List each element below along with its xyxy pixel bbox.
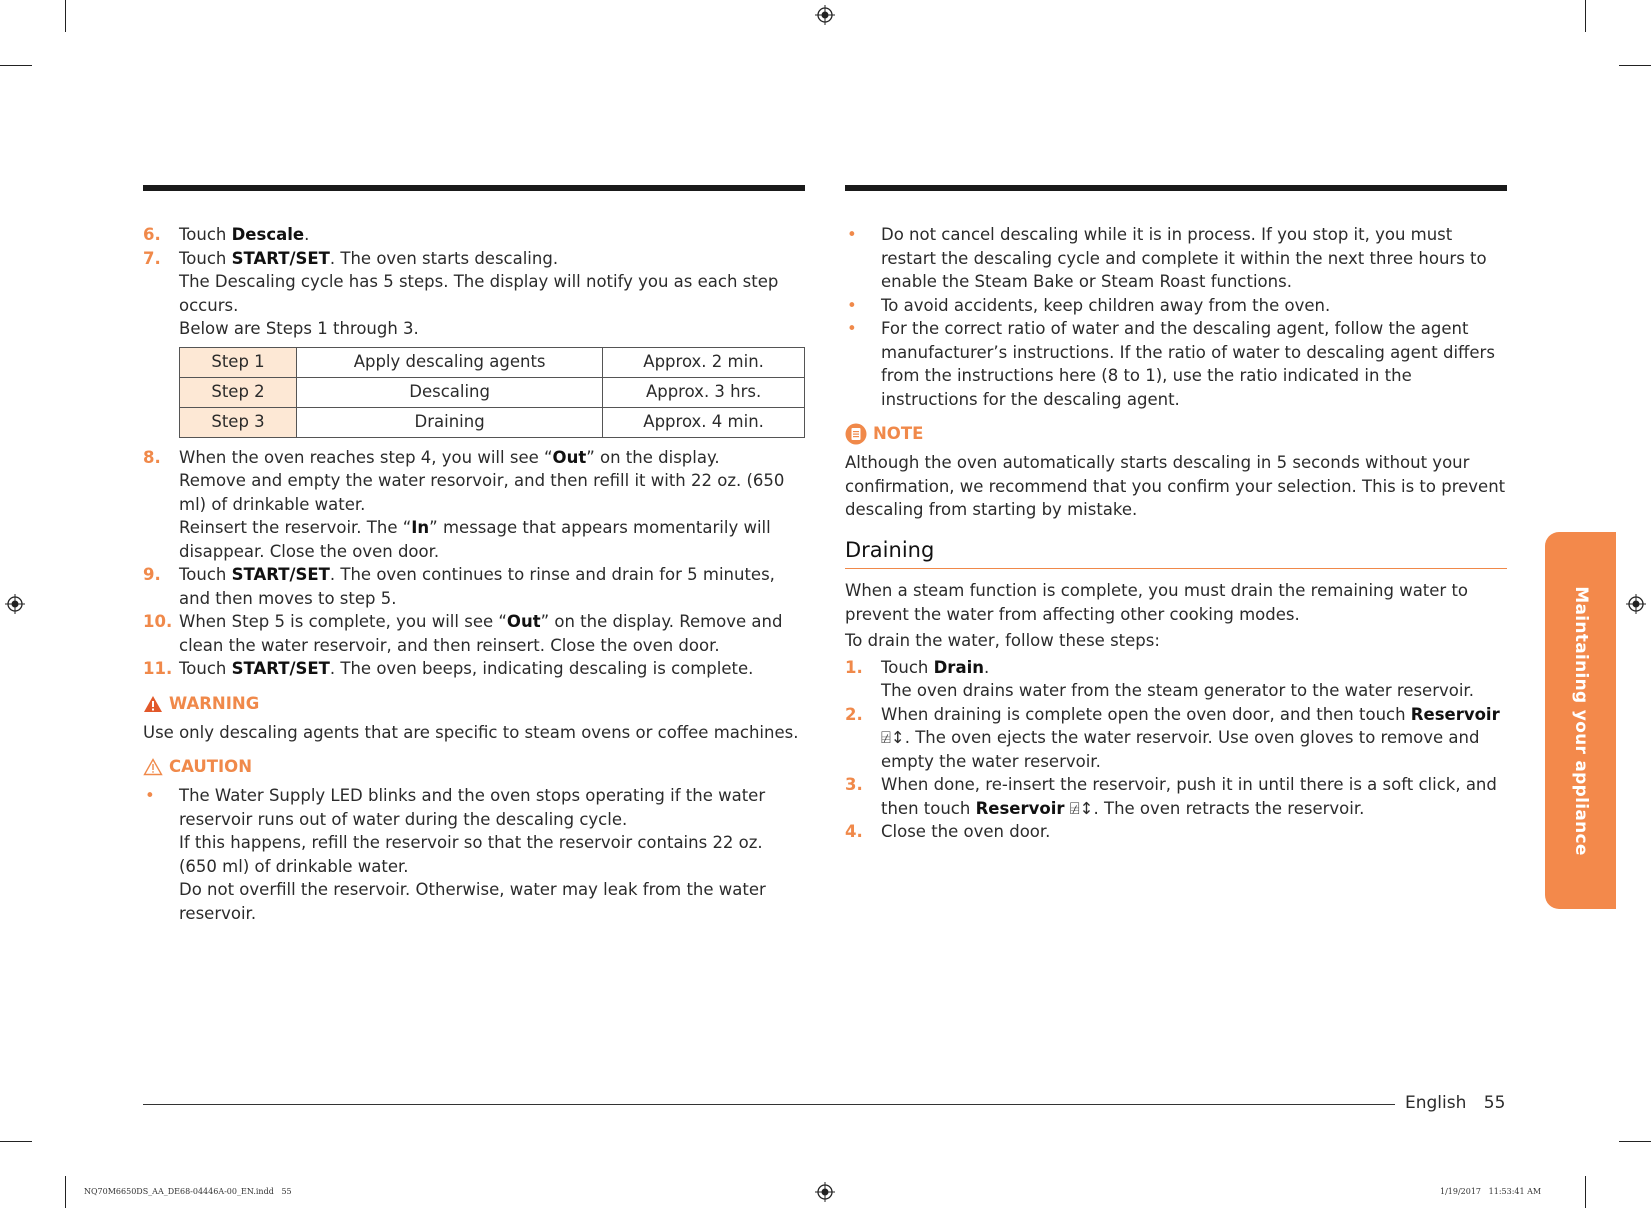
note-label: NOTE — [845, 421, 1507, 447]
caution-item: • The Water Supply LED blinks and the oven stops operating if the water reservoir runs out of water during the descaling cycle. If this happens, refill the reservoir so that the reservoir contains 22 oz. (650 ml) of drinkable water. Do not overfill the reservoir. Otherwise, water may leak from the water reservoir. — [143, 784, 805, 925]
step-11: 11. Touch START/SET. The oven beeps, indicating descaling is complete. — [143, 659, 754, 678]
warning-label: WARNING — [143, 691, 805, 717]
registration-mark-icon — [5, 594, 25, 614]
table-row: Step 3 Draining Approx. 4 min. — [180, 407, 805, 437]
crop-mark — [65, 0, 66, 32]
crop-mark — [1585, 0, 1586, 32]
caution-bullet: • Do not cancel descaling while it is in process. If you stop it, you must restart the descaling cycle and complete it within the next three hours to enable the Steam Bake or Steam Roast functions. — [845, 223, 1507, 294]
caution-label: CAUTION — [143, 754, 805, 780]
descaling-steps-table — [179, 347, 805, 438]
right-column-rule — [845, 185, 1507, 191]
step-8: 8. When the oven reaches step 4, you will see “Out” on the display. Remove and empty the water resorvoir, and then refill it with 22 oz. (650 ml) of drinkable water. Reinsert the reservoir. The “In” message that appears momentarily will disappear. Close the oven door. — [143, 447, 785, 561]
registration-mark-icon — [1626, 594, 1646, 614]
reservoir-icon: ⍯↕ — [881, 728, 905, 747]
crop-mark — [1585, 1176, 1586, 1208]
step-7: 7. Touch START/SET. The oven starts descaling. The Descaling cycle has 5 steps. The display will notify you as each step occurs. Below are Steps 1 through 3. Step 1 Apply descaling agents Approx. 2 min. Step 2 Descaling Approx. 3 hrs. Step 3 Draining Approx. 4 min. — [143, 247, 805, 438]
note-icon — [845, 423, 867, 445]
right-column: • Do not cancel descaling while it is in process. If you stop it, you must restart the descaling cycle and complete it within the next three hours to enable the Steam Bake or Steam Roast functions. • To avoid accidents, keep children away from the oven. • For the correct ratio of water and the descaling agent, follow the agent manufacturer’s instructions. If the ratio of water to descaling agent differs from the instructions here (8 to 1), use the ratio indicated in the instructions for the descaling agent. NOTE Although the oven automatically starts descaling in 5 seconds without your confirmation, we recommend that you confirm your selection. This is to prevent descaling from starting by mistake. Draining When a steam function is complete, you must drain the remaining water to prevent the water from affecting other cooking modes. To drain the water, follow these steps: 1. Touch Drain. The oven drains water from the steam generator to the water reservoir. 2. When draining is complete open the oven door, and then touch Reservoir ⍯↕. The oven ejects the water reservoir. Use oven gloves to remove and empty the water reservoir. 3. When done, re-insert the reservoir, push it in until there is a soft click, and then touch Reservoir ⍯↕. The oven retracts the reservoir. 4. Close the oven door. — [845, 223, 1507, 844]
table-row: Step 2 Descaling Approx. 3 hrs. — [180, 377, 805, 407]
section-title: Draining — [845, 537, 935, 562]
footer — [1405, 1092, 1505, 1114]
print-timestamp: 1/19/2017 11:53:41 AM — [1440, 1187, 1542, 1196]
note-text: Although the oven automatically starts descaling in 5 seconds without your confirmation, we recommend that you confirm your selection. This is to prevent descaling from starting by mistake. — [845, 453, 1506, 519]
left-column — [143, 223, 805, 925]
step-6: 6. Touch Descale. — [143, 225, 310, 244]
chapter-side-tab: Maintaining your appliance — [1545, 532, 1616, 909]
print-file-info: NQ70M6650DS_AA_DE68-04446A-00_EN.indd 55 — [84, 1187, 292, 1196]
reservoir-icon: ⍯↕ — [1069, 798, 1094, 818]
crop-mark — [0, 65, 32, 66]
section-divider — [845, 568, 1507, 570]
left-column-rule — [143, 185, 805, 191]
drain-step-4: 4. Close the oven door. — [845, 822, 1051, 841]
registration-mark-icon — [815, 5, 835, 25]
warning-icon — [143, 695, 163, 713]
caution-bullet: • To avoid accidents, keep children away from the oven. — [845, 294, 1507, 318]
step-9: 9. Touch START/SET. The oven continues to rinse and drain for 5 minutes, and then moves to step 5. — [143, 565, 775, 608]
registration-mark-icon — [815, 1182, 835, 1202]
drain-step-2: 2. When draining is complete open the oven door, and then touch Reservoir ⍯↕. The oven ejects the water reservoir. Use oven gloves to remove and empty the water reservoir. — [845, 704, 1500, 771]
table-row: Step 1 Apply descaling agents Approx. 2 min. — [180, 347, 805, 377]
drain-step-1: 1. Touch Drain. The oven drains water from the steam generator to the water reservoir. — [845, 657, 1474, 700]
footer-language: English — [1405, 1093, 1467, 1113]
caution-icon — [143, 758, 163, 776]
page-number: 55 — [1483, 1093, 1506, 1113]
drain-step-3: 3. When done, re-insert the reservoir, push it in until there is a soft click, and then touch Reservoir ⍯↕. The oven retracts the reservoir. — [845, 775, 1497, 818]
crop-mark — [0, 1141, 32, 1142]
crop-mark — [1619, 65, 1651, 66]
crop-mark — [65, 1176, 66, 1208]
crop-mark — [1619, 1141, 1651, 1142]
warning-text: Use only descaling agents that are specific to steam ovens or coffee machines. — [143, 722, 799, 742]
step-10: 10. When Step 5 is complete, you will see “Out” on the display. Remove and clean the water reservoir, and then reinsert. Close the oven door. — [143, 612, 783, 655]
footer-rule — [143, 1104, 1395, 1105]
caution-bullet: • For the correct ratio of water and the descaling agent, follow the agent manufacturer’s instructions. If the ratio of water to descaling agent differs from the instructions here (8 to 1), use the ratio indicated in the instructions for the descaling agent. — [845, 317, 1507, 411]
